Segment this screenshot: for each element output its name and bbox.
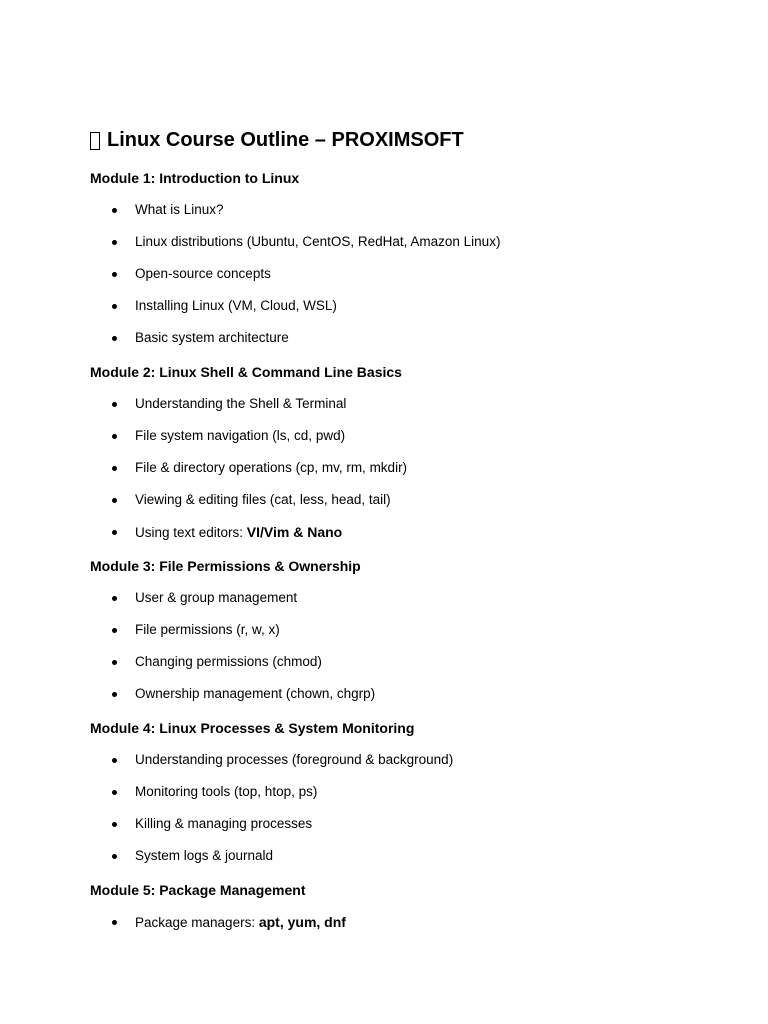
list-item-text: File system navigation (ls, cd, pwd)	[135, 428, 346, 443]
list-item-text: Linux distributions (Ubuntu, CentOS, RedHat, Amazon Linux)	[135, 234, 501, 249]
list-item	[90, 587, 730, 609]
list-item-text: Open-source concepts	[135, 266, 271, 281]
list-item-text: User & group management	[135, 590, 298, 605]
list-item	[90, 683, 730, 705]
list-item	[90, 651, 730, 673]
list-item-text: Understanding processes (foreground & background)	[135, 752, 454, 767]
list-item	[90, 457, 730, 479]
list-item	[90, 781, 730, 803]
bullet-icon	[112, 822, 117, 827]
list-item	[90, 813, 730, 835]
bullet-list	[90, 749, 730, 867]
bullet-icon	[112, 402, 117, 407]
list-item	[90, 199, 730, 221]
list-item-text: Package managers:	[135, 915, 259, 930]
list-item-text: Monitoring tools (top, htop, ps)	[135, 784, 318, 799]
module-heading: Module 4: Linux Processes & System Monitoring	[90, 720, 415, 736]
list-item	[90, 295, 730, 317]
bullet-icon	[112, 304, 117, 309]
module-section	[90, 717, 730, 867]
list-item	[90, 749, 730, 771]
module-section	[90, 879, 730, 933]
bullet-icon	[112, 466, 117, 471]
bullet-list	[90, 587, 730, 705]
module-list	[90, 167, 730, 933]
list-item-emphasis: apt, yum, dnf	[258, 914, 346, 930]
list-item	[90, 327, 730, 349]
bullet-icon	[112, 530, 117, 535]
bullet-icon	[112, 208, 117, 213]
list-item-text: File & directory operations (cp, mv, rm, mkdir)	[135, 460, 408, 475]
bullet-icon	[112, 920, 117, 925]
bullet-icon	[112, 660, 117, 665]
missing-glyph-box-icon	[90, 132, 100, 150]
list-item-text: Installing Linux (VM, Cloud, WSL)	[135, 298, 337, 313]
bullet-icon	[112, 596, 117, 601]
list-item	[90, 845, 730, 867]
bullet-icon	[112, 498, 117, 503]
bullet-icon	[112, 758, 117, 763]
list-item	[90, 263, 730, 285]
list-item	[90, 231, 730, 253]
list-item-text: Basic system architecture	[135, 330, 289, 345]
list-item-text: Changing permissions (chmod)	[135, 654, 322, 669]
list-item-text: File permissions (r, w, x)	[135, 622, 280, 637]
list-item	[90, 393, 730, 415]
bullet-icon	[112, 628, 117, 633]
bullet-icon	[112, 692, 117, 697]
module-heading: Module 1: Introduction to Linux	[90, 170, 300, 186]
module-heading: Module 2: Linux Shell & Command Line Basics	[90, 364, 402, 380]
module-heading: Module 3: File Permissions & Ownership	[90, 558, 361, 574]
page-title-text: Linux Course Outline – PROXIMSOFT	[107, 129, 464, 151]
module-section	[90, 167, 730, 349]
list-item-text: Understanding the Shell & Terminal	[135, 396, 347, 411]
list-item	[90, 619, 730, 641]
bullet-icon	[112, 854, 117, 859]
bullet-icon	[112, 272, 117, 277]
bullet-icon	[112, 240, 117, 245]
list-item-text: Killing & managing processes	[135, 816, 313, 831]
list-item-text: System logs & journald	[135, 848, 274, 863]
list-item	[90, 425, 730, 447]
list-item	[90, 911, 730, 933]
bullet-icon	[112, 790, 117, 795]
list-item-emphasis: VI/Vim & Nano	[246, 524, 343, 540]
module-heading: Module 5: Package Management	[90, 882, 306, 898]
list-item-text: What is Linux?	[135, 202, 224, 217]
list-item-text: Using text editors:	[135, 525, 247, 540]
bullet-list	[90, 199, 730, 349]
bullet-icon	[112, 336, 117, 341]
module-section	[90, 361, 730, 543]
list-item	[90, 521, 730, 543]
list-item	[90, 489, 730, 511]
list-item-text: Ownership management (chown, chgrp)	[135, 686, 376, 701]
document-content	[90, 125, 730, 933]
page-title	[90, 125, 730, 155]
bullet-list	[90, 393, 730, 543]
list-item-text: Viewing & editing files (cat, less, head, tail)	[135, 492, 391, 507]
module-section	[90, 555, 730, 705]
bullet-icon	[112, 434, 117, 439]
bullet-list	[90, 911, 730, 933]
